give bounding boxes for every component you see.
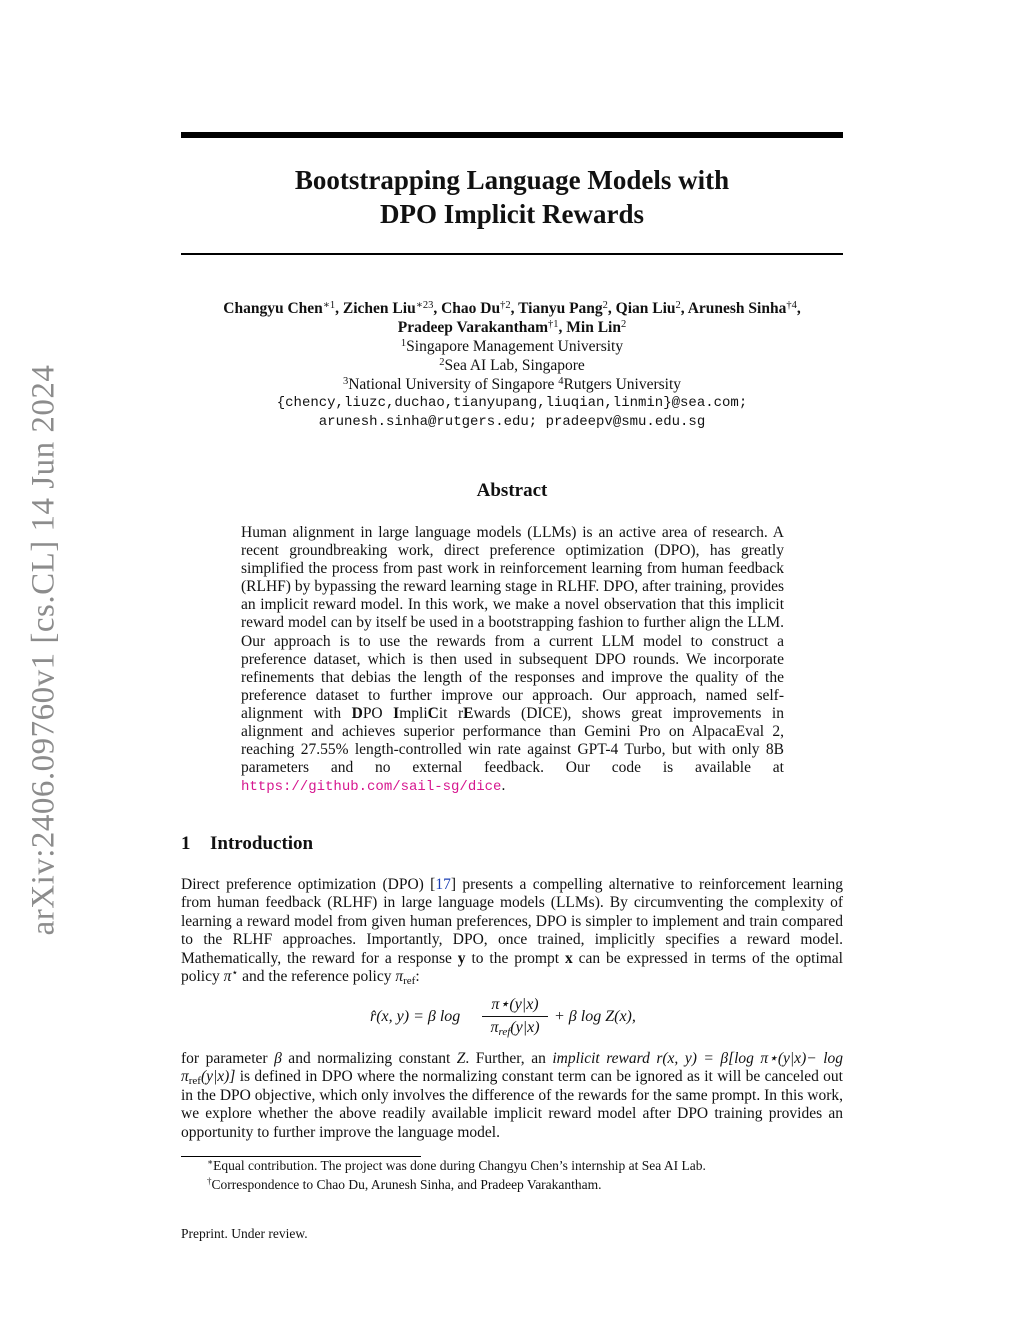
author-name: Min Lin [566,319,621,336]
arxiv-stamp: arXiv:2406.09760v1 [cs.CL] 14 Jun 2024 [25,364,62,936]
author-mark: 2 [620,319,627,330]
affiliation-2: $^2$Sea AI Lab, Singapore [439,357,585,374]
author-name: Changyu Chen [223,300,323,317]
email-line-2: arunesh.sinha@rutgers.edu; pradeepv@smu.edu.sg [318,414,706,430]
author-name: Tianyu Pang [518,300,603,317]
section-heading: 1 Introduction [181,833,314,854]
github-link[interactable]: https://github.com/sail-sg/dice [241,779,502,796]
author-mark: †2 [500,300,511,311]
author-line-2: Pradeep Varakantham$^{\dagger 1}$, Min Lin$^2$ [397,319,627,336]
preprint-note: Preprint. Under review. [181,1226,308,1241]
author-name: Zichen Liu [342,300,416,317]
footnote-1: ∗Equal contribution. The project was done during Changyu Chen’s internship at Sea AI Lab. [207,1157,706,1173]
paper-title [181,163,843,231]
author-mark: ∗1 [322,300,336,311]
intro-paragraph-2: for parameter β and normalizing constant Z. Further, an implicit reward r(x, y) = β[log π⋆(y|x)− $\log \pi_{ref}(y|x)$] is defined in DPO where the normalizing constant term can be ignored as it will be canceled out in the DPO objective, which only involves the difference of the rewards for the same prompt. In this work, we explore whether the above readily available implicit reward model after DPO training provides an opportunity to further improve the language model. [181,1050,844,1141]
equation-denominator: $\pi_{ref}(y|x)$ [490,1019,540,1038]
author-name: Chao Du [441,300,501,317]
footnote-2: †Correspondence to Chao Du, Arunesh Sinha, and Pradeep Varakantham. [207,1176,602,1192]
title-top-rule [181,132,843,138]
author-mark: 2 [675,300,681,311]
author-name: Arunesh Sinha [687,300,787,317]
author-block [181,299,843,432]
email-line-1: {chency,liuzc,duchao,tianyupang,liuqian,linmin}@sea.com; [276,395,748,411]
equation-rhs: + β log Z(x), [554,1008,636,1025]
citation-link[interactable]: 17 [435,876,451,893]
footnote-rule [181,1156,421,1157]
title-line-1: Bootstrapping Language Models with [294,165,730,195]
author-name: Pradeep Varakantham [397,319,549,336]
author-mark: †4 [786,300,797,311]
abstract-body: Human alignment in large language models (LLMs) is an active area of research. A recent groundbreaking work, direct preference optimization (DPO), has greatly simplified the process from past work in reinforcement learning from human feedback (RLHF) by bypassing the reward learning stage in RLHF. DPO, after training, provides an implicit reward model. In this work, we make a novel observation that this implicit reward model can by itself be used in a bootstrapping fashion to further align the LLM. Our approach is to use the rewards from a current LLM model to construct a preference dataset, which is then used in subsequent DPO rounds. We incorporate refinements that debias the length of the responses and improve the quality of the preference dataset to further improve our approach. Our approach, named self-alignment with DPO ImpliCit rEwards (DICE), shows great improvements in alignment and achieves superior performance than Gemini Pro on AlpacaEval 2, reaching 27.55% length-controlled win rate against GPT-4 Turbo, but with only 8B parameters and no external feedback. Our code is available at https://github.com/sail-sg/dice. [241,524,784,796]
reward-equation [370,995,670,1041]
author-mark: †1 [548,319,559,330]
author-name: Qian Liu [615,300,676,317]
equation-fraction [482,995,548,1038]
title-bottom-rule [181,253,843,255]
affiliation-1: $^1$Singapore Management University [400,338,624,355]
intro-paragraph-1: Direct preference optimization (DPO) [17] presents a compelling alternative to reinforcement learning from human feedback (RLHF) in large language models (LLMs). By circumventing the complexity of learning a reward model from given human preferences, DPO is simpler to implement and train compared to the RLHF approaches. Importantly, DPO, once trained, implicitly specifies a reward model. Mathematically, the reward for a response y to the prompt x can be expressed in terms of the optimal policy π⋆ and the reference policy $\pi_{ref}$: [181,876,843,988]
author-line-1: Changyu Chen$^{∗1}$, Zichen Liu$^{∗23}$, Chao Du$^{\dagger 2}$, Tianyu Pang$^2$, Qian Liu$^2$, Arunesh Sinha$^{\dagger 4}$, [223,300,801,317]
author-mark: ∗23 [415,300,434,311]
affiliation-3-4: $^3$National University of Singapore $^4$Rutgers University [342,376,682,393]
author-mark: 2 [602,300,608,311]
title-line-2: DPO Implicit Rewards [380,199,644,229]
abstract-heading: Abstract [476,480,548,501]
equation-numerator: π⋆(y|x) [491,996,539,1013]
equation-lhs: r̂(x, y) = β log [370,1008,461,1025]
